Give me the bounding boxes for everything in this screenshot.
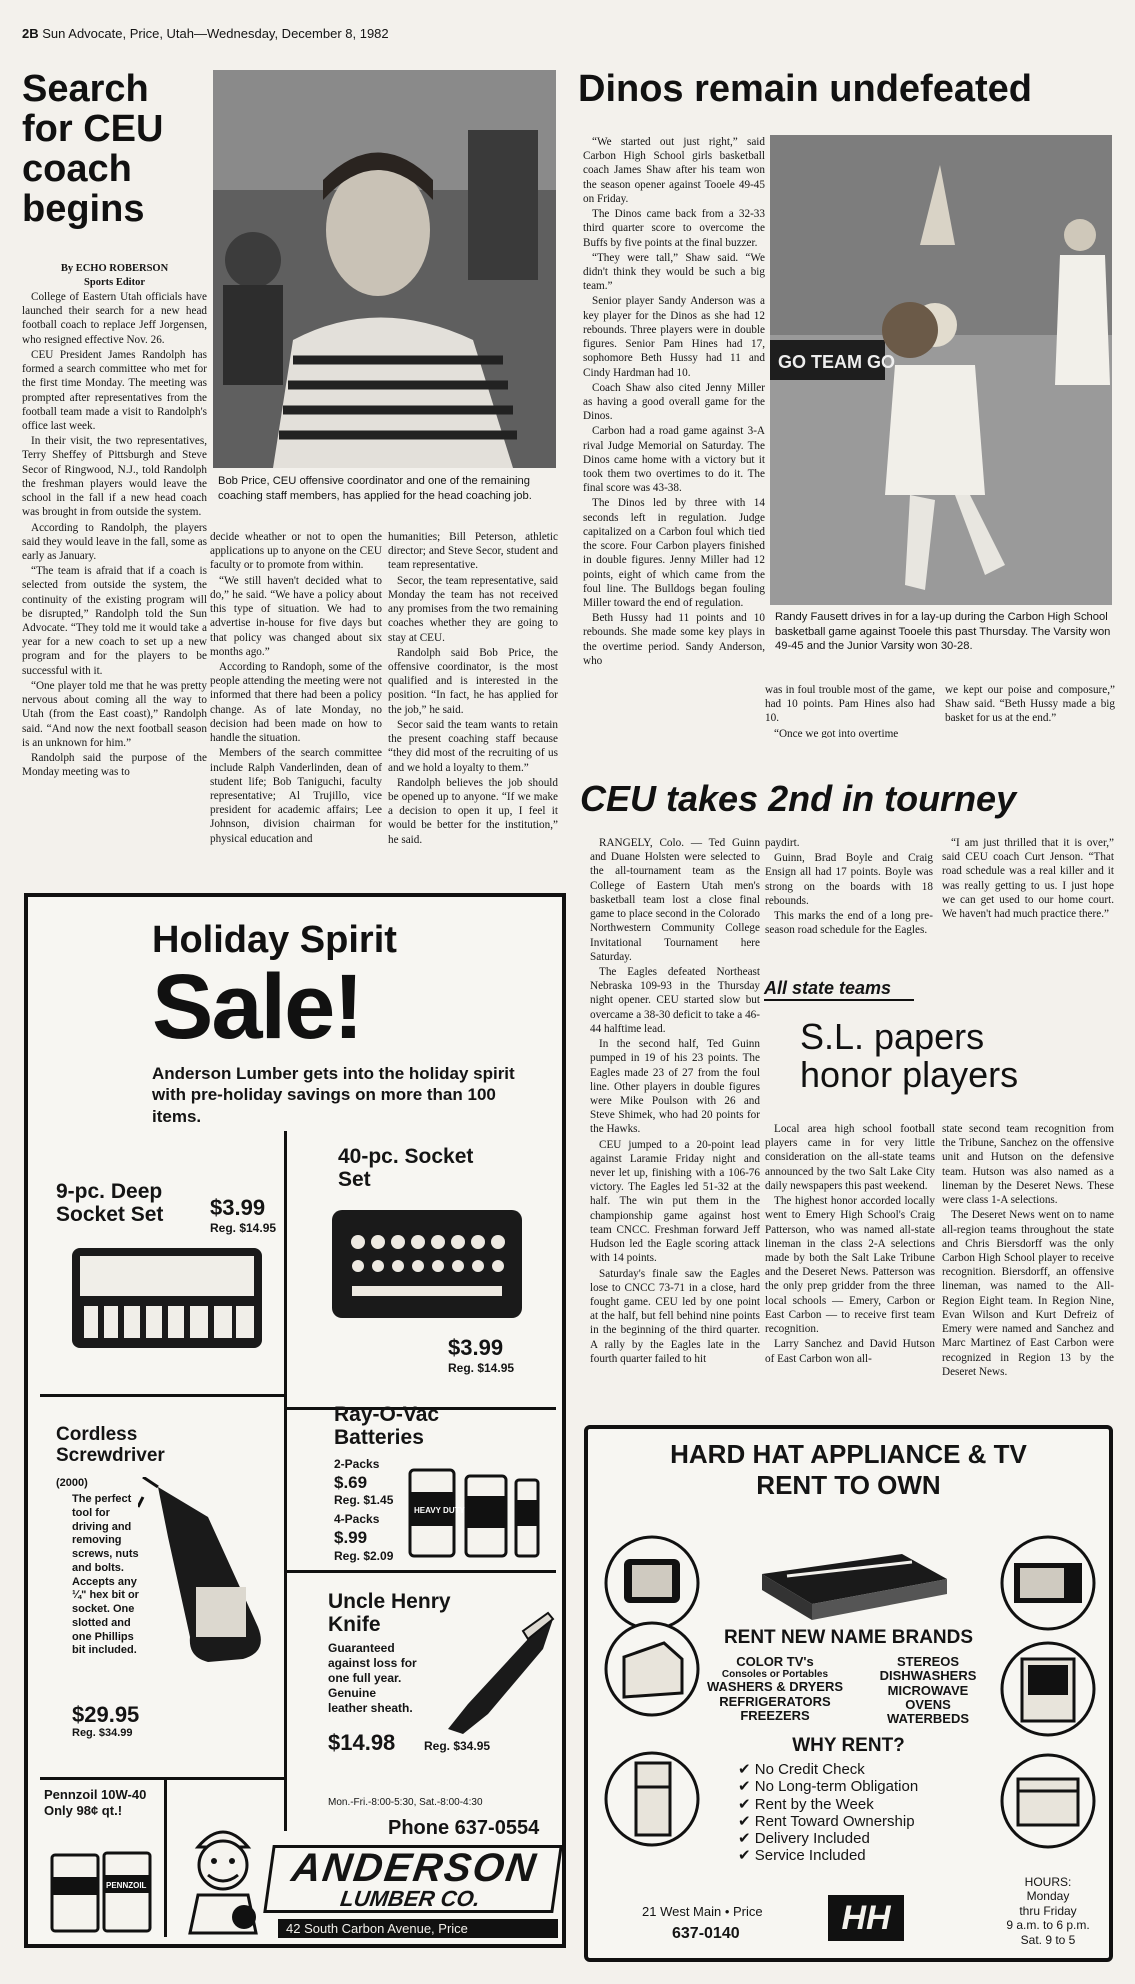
folio-text: Sun Advocate, Price, Utah—Wednesday, December 8, 1982 xyxy=(42,26,389,41)
hardhat-appliance-ad xyxy=(584,1425,1113,1962)
microwave-icon xyxy=(998,1533,1098,1633)
ad-logo-anderson: ANDERSON LUMBER CO. xyxy=(263,1845,563,1913)
dryer-icon xyxy=(998,1751,1098,1851)
knife-reg: Reg. $34.95 xyxy=(424,1739,491,1753)
story1-column-3: humanities; Bill Peterson, athletic director; and Steve Secor, student and team representative. Secor, the team representative, said Monday the team has not received any promises from the two remaining coaches whether they are going to stay at CEU. Randolph said Bob Price, the offensive coordinator, is the most qualified and is interested in the position. “In fact, he has applied for the job,” he said. Secor said the team wants to retain the present coaching staff because “they did most of the recruiting of us and we hold a loyalty to them.” Randolph believes the job should be opened up to anyone. “If we make a decision to open it up, I feel it would be better for the institution,” he said. xyxy=(388,531,558,846)
page-number: 2B xyxy=(22,26,39,41)
ad-intro: Anderson Lumber gets into the holiday spirit with pre-holiday savings on more than 100 items. xyxy=(152,1064,515,1126)
story2-column-3: we kept our poise and composure,” Shaw said. “Beth Hussy made a big basket for us at the end.” xyxy=(945,684,1115,725)
ad-grid-h3 xyxy=(284,1570,556,1573)
ad-store-hours: Mon.-Fri.-8:00-5:30, Sat.-8:00-4:30 xyxy=(328,1797,483,1808)
screwdriver-reg: Reg. $34.99 xyxy=(72,1727,133,1739)
story4-column-1: Local area high school football players came in for very little consideration on the all-state teams announced by the two Salt Lake City daily newspapers this past weekend. The highest honor accorded locally went to Emery High School's Craig Patterson, who was named all-state lineman in the class 2-A selections made by both the Salt Lake Tribune and the Deseret News. Patterson was the only prep gridder from the three local schools — Emery, Carbon or East Carbon — to receive first team recognition. Larry Sanchez and David Hutson of East Carbon won all- xyxy=(765,1123,935,1365)
ad-phone: Phone 637-0554 xyxy=(388,1817,540,1839)
ad-grid-bottom-vertical xyxy=(164,1777,167,1937)
screwdriver-name: Cordless Screwdriver xyxy=(56,1424,165,1466)
reason-item: ✔ Rent by the Week xyxy=(738,1795,874,1813)
story2-column-2: was in foul trouble most of the game, had 10 points. Pam Hines also had 10. “Once we got into overtime xyxy=(765,684,935,738)
story1-column-1: College of Eastern Utah officials have launched their search for a new head football coach to replace Jeff Jorgensen, who resigned effective Nov. 26. CEU President James Randolph has formed a search committee who met for the first time Monday. The meeting was prompted after representatives from the football team made a visit to Randolph's office last week. In their visit, the two representatives, Terry Sheffey of Pittsburgh and Steve Secor of Ringwood, N.J., told Randolph the freshman players would leave the school in the fall if a new head coach was brought in from outside the system. According to Randolph, the players said they would leave in the fall, some as early as January. “The team is afraid that if a coach is selected from outside the system, the continuity of the existing program will be disrupted,” Randolph told the Sun Advocate. “They told me it would take a year for a new coach to set up a new program and for the players to be successful with it. “One player told me that he was pretty nervous about coming all the way to Utah (from the East coast),” Randolph said. “And now the next football season is an unknown for him.” Randolph said the purpose of the Monday meeting was to xyxy=(22,291,207,779)
hardhat-left-list: COLOR TV's Consoles or Portables WASHERS & DRYERS REFRIGERATORS FREEZERS xyxy=(706,1654,844,1723)
hardhat-right-list: STEREOS DISHWASHERS MICROWAVE OVENS WATERBEDS xyxy=(879,1654,977,1727)
battery-label: HEAVY DUTY xyxy=(414,1506,465,1515)
story1-byline: By ECHO ROBERSON Sports Editor xyxy=(60,263,169,288)
waterbed-icon xyxy=(752,1534,952,1624)
socket40-name: 40-pc. Socket Set xyxy=(338,1145,474,1192)
pennzoil-can-label: PENNZOIL xyxy=(106,1881,147,1890)
screwdriver-icon xyxy=(138,1477,278,1667)
hardhat-logo: HH xyxy=(828,1895,904,1941)
screwdriver-model: (2000) xyxy=(56,1477,88,1489)
knife-name: Uncle Henry Knife xyxy=(328,1590,451,1637)
socket9-name: 9-pc. Deep Socket Set xyxy=(56,1180,164,1227)
hardhat-hours: HOURS: Monday thru Friday 9 a.m. to 6 p.m. Sat. 9 to 5 xyxy=(1006,1875,1090,1947)
story3-headline: CEU takes 2nd in tourney xyxy=(580,778,1017,819)
story2-headline: Dinos remain undefeated xyxy=(578,68,1032,110)
knife-price: $14.98 xyxy=(328,1730,396,1755)
story3-column-3: “I am just thrilled that it is over,” said CEU coach Curt Jenson. “That road schedule was a real killer and it was really getting to us. I just hope we can get used to our home court. We haven't had much practice there.” xyxy=(942,837,1114,921)
coach-photo-image xyxy=(213,70,556,468)
console-tv-icon xyxy=(998,1639,1098,1739)
refrigerator-icon xyxy=(602,1749,702,1849)
story3-column-1: RANGELY, Colo. — Ted Guinn and Duane Holsten were selected to the all-tournament team as the College of Eastern Utah men's basketball team lost a close final game to place second in the Colorado Northwestern Community College Invitational Tournament here Saturday. The Eagles defeated Northeast Nebraska 109-93 in the Thursday night opener. CEU started slow but overcame a 38-30 deficit to take a 46-44 halftime lead. In the second half, Ted Guinn pumped in 19 of his 23 points. The Eagles made 23 of 27 from the foul line. Other players in double figures were Mike Poulson with 26 and Steve Shimek, who had 20 points for the Hawks. CEU jumped to a 20-point lead against Laramie Friday night and never let up, finishing with a 106-76 victory. The Eagles led 51-32 at the half. The win put them in the championship game against host team CNCC. Freshman forward Jeff Hudson led the Eagle scoring attack with 14 points. Saturday's finale saw the Eagles lose to CNCC 73-71 in a close, hard fought game. CEU led by one point at the half, but fell behind nine points in the beginning of the third quarter. A rally by the Eagles late in the fourth quarter failed to hit xyxy=(590,837,760,1365)
basketball-photo xyxy=(770,135,1112,605)
story4-headline: S.L. papers honor players xyxy=(800,1016,1019,1095)
screwdriver-desc: The perfect tool for driving and removing screws, nuts and bolts. Accepts any ¼" hex bit or socket. One slotted and one Phillips bit included. xyxy=(72,1493,139,1657)
socket9-price: $3.99 xyxy=(210,1195,266,1220)
story1-headline: Search for CEU coach begins xyxy=(22,68,164,230)
reason-item: ✔ No Credit Check xyxy=(738,1761,865,1778)
hardhat-phone: 637-0140 xyxy=(672,1925,740,1942)
battery-icons xyxy=(404,1462,554,1562)
hardhat-address: 21 West Main • Price xyxy=(642,1904,763,1919)
basketball-photo-image xyxy=(770,135,1112,605)
screwdriver-price: $29.95 xyxy=(72,1702,140,1727)
ad-holiday-spirit: Holiday Spirit xyxy=(152,919,397,961)
ad-grid-h1 xyxy=(40,1394,284,1397)
coach-photo-caption: Bob Price, CEU offensive coordinator and one of the remaining coaching staff members, has applied for the head coaching job. xyxy=(218,475,532,502)
socket40-case-icon xyxy=(328,1202,528,1322)
reason-item: ✔ Service Included xyxy=(738,1847,866,1865)
ad-grid-h4 xyxy=(40,1777,284,1780)
knife-desc: Guaranteed against loss for one full year. Genuine leather sheath. xyxy=(328,1641,417,1715)
batteries-name: Ray-O-Vac Batteries xyxy=(334,1403,440,1450)
pennzoil-offer: Pennzoil 10W-40 Only 98¢ qt.! xyxy=(44,1787,147,1819)
socket40-price: $3.99 xyxy=(448,1335,504,1360)
batteries-2pack: 2-Packs $.69 Reg. $1.45 4-Packs $.99 Reg. $2.09 xyxy=(334,1457,394,1563)
basketball-photo-caption: Randy Fausett drives in for a lay-up during the Carbon High School basketball game against Tooele this past Thursday. The Varsity won 49-45 and the Junior Varsity won 30-28. xyxy=(775,611,1111,653)
tv-portable-icon xyxy=(602,1533,702,1633)
ad-address: 42 South Carbon Avenue, Price xyxy=(278,1919,558,1938)
story4-column-2: state second team recognition from the Tribune, Sanchez on the offensive unit and Hutson on the defensive team. Hutson was also named as a lineman by the Deseret News. These were class 1-A selections. The Deseret News went on to name all-region teams throughout the state and Chris Biersdorff was the only Carbon High School player to receive recognition. Biersdorff, an offensive lineman, was named to the All-Region Eight team. In Region Nine, Evan Wilson and Kurt Defreiz of Emery were named and Sanchez and Marc Martinez of East Carbon were recognized in Region 13 by the Deseret News. xyxy=(942,1123,1114,1378)
hardhat-reasons-list xyxy=(738,1761,998,1865)
banner-text: GO TEAM GO xyxy=(778,352,895,372)
ad-grid-vertical xyxy=(284,1131,287,1831)
story2-column-1: “We started out just right,” said Carbon High School girls basketball coach James Shaw after his team won the season opener against Tooele 49-45 on Friday. The Dinos came back from a 32-33 third quarter score to overcome the Buffs by five points at the final buzzer. “They were tall,” Shaw said. “We didn't think they would be such a big team.” Senior player Sandy Anderson was a key player for the Dinos as she had 12 rebounds. Three players were in double figures. Senior Pam Hines had 17, sophomore Beth Hussy had 11 and Cindy Hardman had 10. Coach Shaw also cited Jenny Miller as having a good overall game for the Dinos. Carbon had a road game against 3-A rival Judge Memorial on Saturday. The Dinos came home with a victory but it took them two overtimes to do it. The final score was 43-38. The Dinos led by three with 14 seconds left in regulation. Judge capitalized on a Carbon foul which tied the score. Four Carbon players finished in double figures. Jenny Miller had 12 points, eight of which came from the foul line. The Bulldogs began fouling Miller toward the end of regulation. Beth Hussy had 11 points and 10 rebounds. She made some key plays in the overtime period. Sandy Anderson, who xyxy=(583,136,765,667)
socket9-reg: Reg. $14.95 xyxy=(210,1221,277,1235)
socket40-reg: Reg. $14.95 xyxy=(448,1361,515,1375)
anderson-lumber-ad xyxy=(24,893,566,1948)
socket9-case-icon xyxy=(68,1242,268,1352)
hardhat-title: HARD HAT APPLIANCE & TV RENT TO OWN xyxy=(670,1439,1027,1501)
reason-item: ✔ No Long-term Obligation xyxy=(738,1778,919,1796)
story3-column-2: paydirt. Guinn, Brad Boyle and Craig Ensign all had 17 points. Boyle was strong on the boards with 18 rebounds. This marks the end of a long pre-season road schedule for the Eagles. xyxy=(765,837,933,937)
reason-item: ✔ Delivery Included xyxy=(738,1830,870,1847)
coach-photo xyxy=(213,70,556,468)
story4-kicker: All state teams xyxy=(764,978,914,1001)
knife-icon xyxy=(428,1609,558,1739)
ad-sale: Sale! xyxy=(152,956,362,1058)
reason-item: ✔ Rent Toward Ownership xyxy=(738,1812,915,1830)
hardhat-why-rent: WHY RENT? xyxy=(792,1735,905,1756)
hardhat-subtitle: RENT NEW NAME BRANDS xyxy=(723,1627,974,1648)
lumberjack-mascot-icon xyxy=(178,1817,268,1937)
page-folio xyxy=(22,26,389,41)
story1-column-2: decide wheather or not to open the applications up to anyone on the CEU faculty or to promote from within. “We still haven't decided what to do,” he said. “We have a policy about this type of situation. We had to advertise in-house for five days but that policy was changed about six months ago.” According to Randoph, some of the people attending the meeting were not informed that there had been a policy change. As of late Monday, no decision had been made on how to handle the situation. Members of the search committee include Ralph Vanderlinden, dean of student life; Bob Taniguchi, faculty representative; Al Trujillo, vice president for academic affairs; Lee Johnson, division chairman for physical education and xyxy=(210,531,382,845)
pennzoil-cans-icon xyxy=(48,1847,158,1937)
